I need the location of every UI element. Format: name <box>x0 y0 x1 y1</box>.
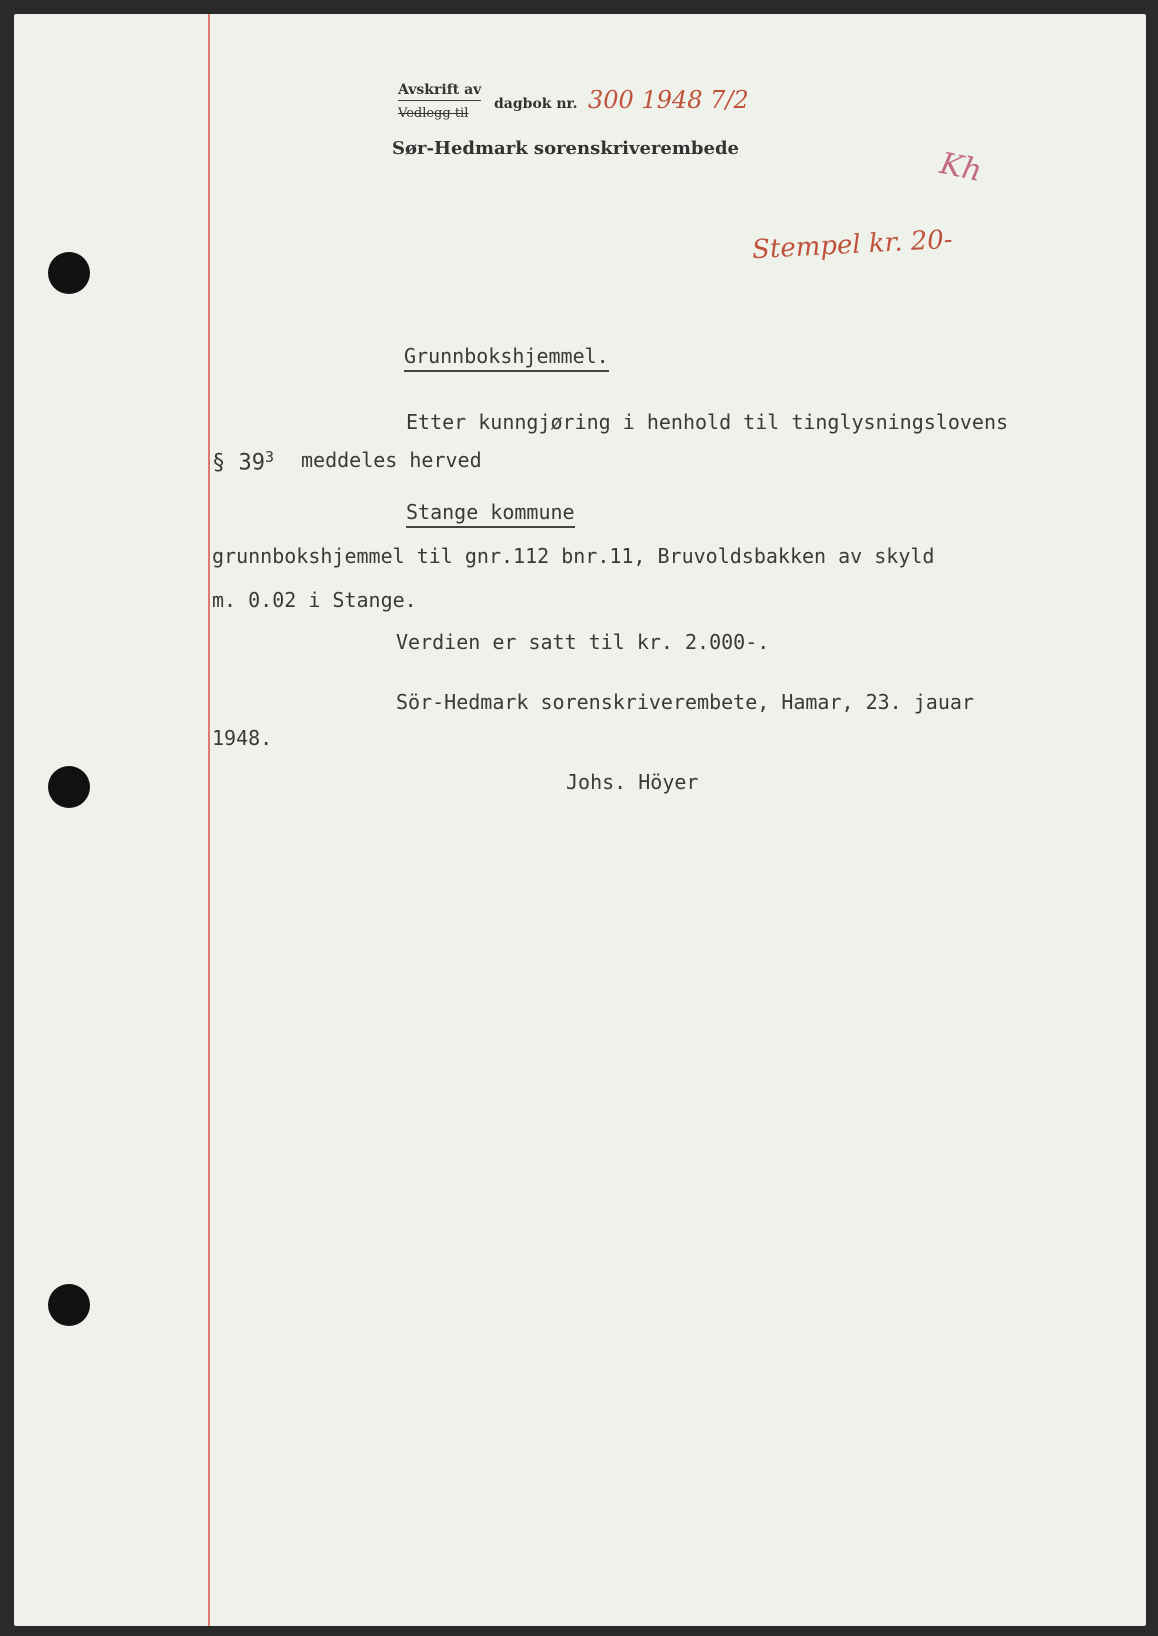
place-date-line2: 1948. <box>212 726 273 750</box>
document-title: Grunnbokshjemmel. <box>404 344 609 372</box>
signature: Johs. Höyer <box>566 770 699 794</box>
punch-hole-bottom <box>48 1284 90 1326</box>
paragraph2-line1: grunnbokshjemmel til gnr.112 bnr.11, Bruvoldsbakken av skyld <box>212 544 935 568</box>
place-date-line1: Sör-Hedmark sorenskriverembete, Hamar, 23. jauar <box>396 690 974 714</box>
document-page <box>14 14 1146 1626</box>
handwritten-initials: Kh <box>936 146 985 189</box>
stamp-office-name: Sør-Hedmark sorenskriverembede <box>392 138 739 159</box>
handwritten-stamp-note: Stempel kr. 20- <box>751 224 954 266</box>
paragraph1-line1: Etter kunngjøring i henhold til tinglysningslovens <box>406 410 1009 434</box>
handwritten-dagbok-number: 300 1948 7/2 <box>588 86 749 114</box>
punch-hole-middle <box>48 766 90 808</box>
paragraph2-line2: m. 0.02 i Stange. <box>212 588 417 612</box>
stamp-dagbok-label: dagbok nr. <box>494 96 578 112</box>
stamp-avskrift: Avskrift av <box>398 82 481 101</box>
section-reference: § $39^3$ <box>212 448 275 476</box>
punch-hole-top <box>48 252 90 294</box>
red-margin-line <box>208 14 210 1626</box>
paragraph1-line2: meddeles herved <box>301 448 482 472</box>
paragraph3: Verdien er satt til kr. 2.000-. <box>396 630 770 654</box>
recipient-name: Stange kommune <box>406 500 575 528</box>
stamp-vedlegg-struck: Vedlegg til <box>398 106 469 121</box>
